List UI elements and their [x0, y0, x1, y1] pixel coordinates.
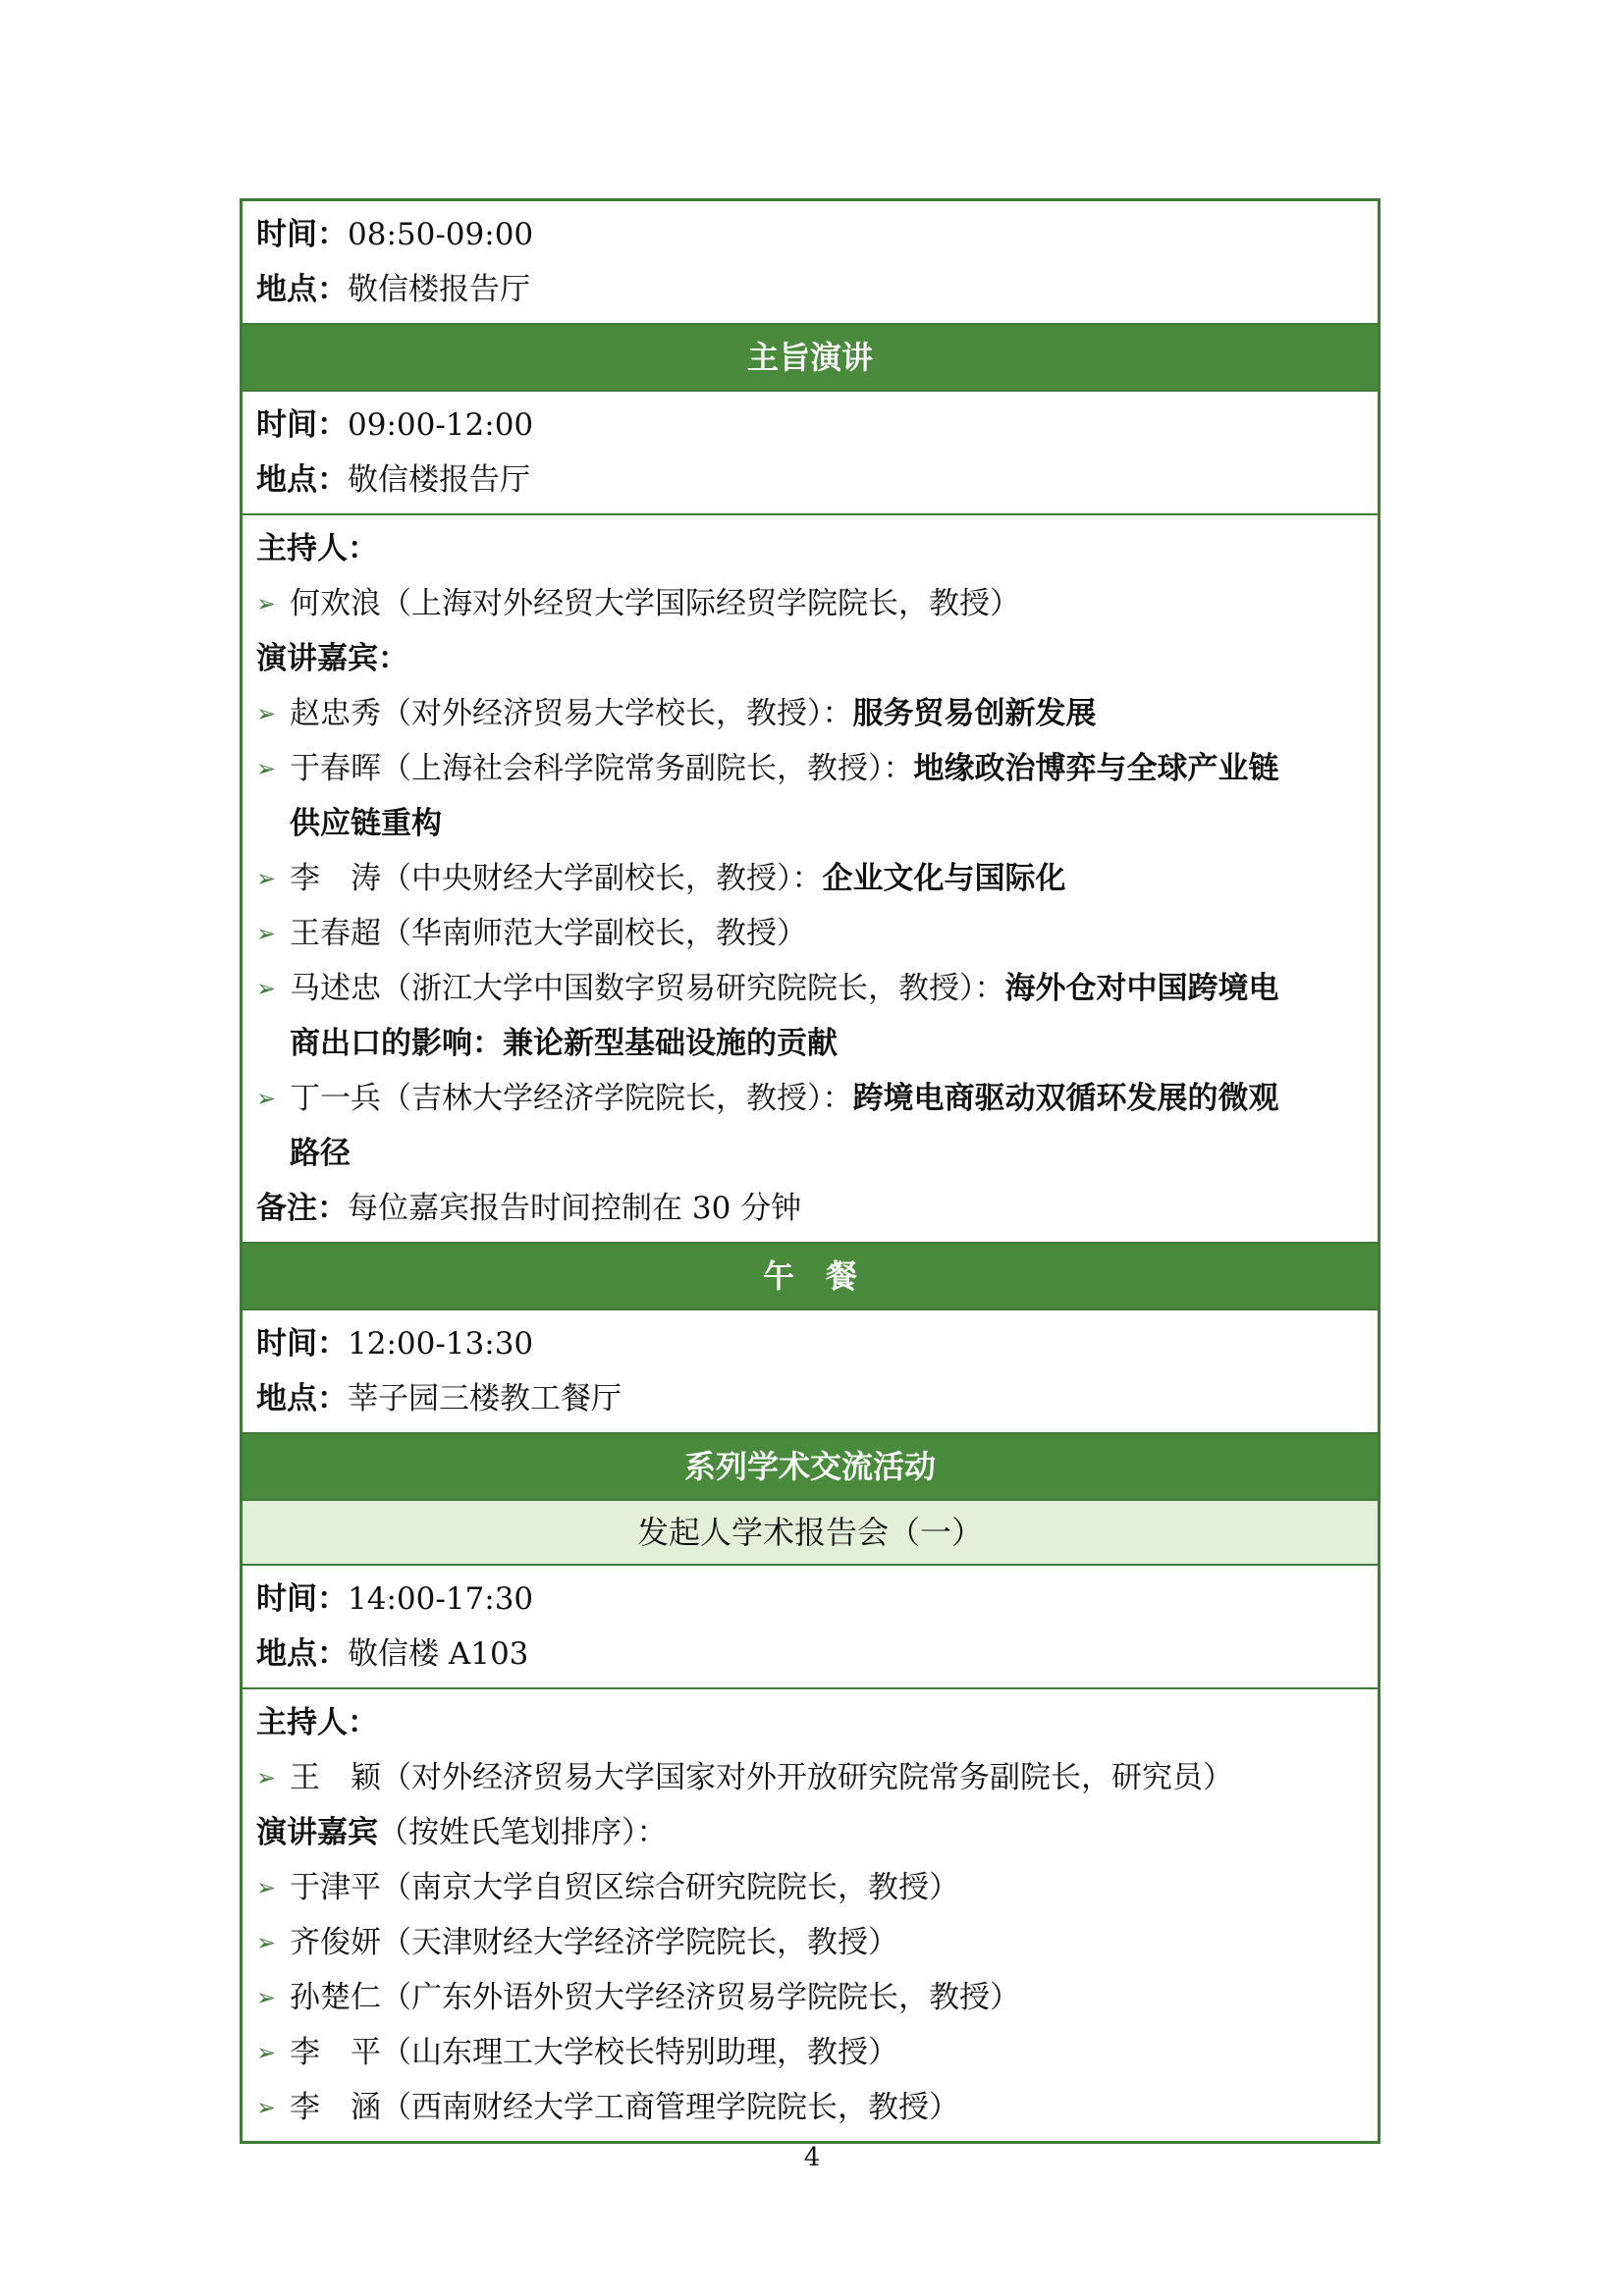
- time-row: [256, 1316, 1364, 1371]
- opening-info: [243, 201, 1378, 323]
- host-item: [256, 1750, 1364, 1805]
- speaker-topic: 海外仓对中国跨境电: [1004, 971, 1279, 1006]
- page-number: 4: [803, 2143, 821, 2172]
- speaker-person: 孙楚仁（广东外语外贸大学经济贸易学院院长，教授）: [290, 1980, 1020, 2015]
- section-header-lunch: 午 餐: [243, 1242, 1378, 1308]
- note-value: 每位嘉宾报告时间控制在 30 分钟: [348, 1191, 802, 1226]
- speaker-topic: 企业文化与国际化: [822, 861, 1066, 896]
- speaker-person: 马述忠（浙江大学中国数字贸易研究院院长，教授）：: [290, 971, 1005, 1006]
- schedule-table: [240, 198, 1380, 2144]
- time-label: 时间：: [256, 1581, 348, 1617]
- academic-info: [243, 1564, 1378, 1687]
- host-name: 王 颖（对外经济贸易大学国家对外开放研究院常务副院长，研究员）: [290, 1760, 1233, 1795]
- speaker-item: [256, 2080, 1364, 2135]
- keynote-info: [243, 390, 1378, 513]
- place-row: [256, 453, 1364, 507]
- speaker-person: 齐俊妍（天津财经大学经济学院院长，教授）: [290, 1925, 898, 1960]
- place-label: 地点：: [256, 1636, 348, 1672]
- arrow-bullet-icon: ➢: [256, 700, 277, 727]
- speaker-item: [256, 961, 1364, 1071]
- lunch-info: [243, 1308, 1378, 1432]
- arrow-bullet-icon: ➢: [256, 2039, 277, 2066]
- speaker-person: 李 涛（中央财经大学副校长，教授）：: [290, 861, 823, 896]
- speakers-order-note: （按姓氏笔划排序）：: [378, 1815, 668, 1850]
- time-label: 时间：: [256, 217, 348, 252]
- place-value: 莘子园三楼教工餐厅: [348, 1381, 622, 1416]
- speaker-item: [256, 1860, 1364, 1915]
- section-header-keynote: 主旨演讲: [243, 323, 1378, 390]
- arrow-bullet-icon: ➢: [256, 2094, 277, 2121]
- speaker-item: [256, 1915, 1364, 1970]
- place-row: [256, 262, 1364, 317]
- speaker-item: [256, 1071, 1364, 1181]
- speaker-item: [256, 686, 1364, 741]
- speaker-person: 李 平（山东理工大学校长特别助理，教授）: [290, 2035, 898, 2070]
- arrow-bullet-icon: ➢: [256, 1874, 277, 1901]
- arrow-bullet-icon: ➢: [256, 975, 277, 1002]
- speakers-row: [256, 1805, 1364, 1860]
- arrow-bullet-icon: ➢: [256, 755, 277, 782]
- speaker-person: 丁一兵（吉林大学经济学院院长，教授）：: [290, 1081, 853, 1116]
- speakers-label: 演讲嘉宾: [256, 1815, 378, 1850]
- academic-program: [243, 1687, 1378, 2141]
- host-item: [256, 576, 1364, 631]
- time-value: 09:00-12:00: [348, 407, 534, 443]
- speaker-person: 于津平（南京大学自贸区综合研究院院长，教授）: [290, 1870, 959, 1905]
- time-value: 14:00-17:30: [348, 1581, 534, 1617]
- time-value: 08:50-09:00: [348, 217, 534, 252]
- speaker-item: [256, 1970, 1364, 2025]
- speaker-person: 于春晖（上海社会科学院常务副院长，教授）：: [290, 751, 914, 786]
- speaker-person: 赵忠秀（对外经济贸易大学校长，教授）：: [290, 696, 853, 731]
- speaker-person: 王春超（华南师范大学副校长，教授）: [290, 916, 807, 951]
- place-label: 地点：: [256, 462, 348, 498]
- speaker-item: [256, 851, 1364, 906]
- place-label: 地点：: [256, 272, 348, 307]
- host-name: 何欢浪（上海对外经贸大学国际经贸学院院长，教授）: [290, 586, 1020, 621]
- speaker-item: [256, 906, 1364, 961]
- note-row: [256, 1181, 1364, 1236]
- place-row: [256, 1371, 1364, 1426]
- time-row: [256, 1572, 1364, 1627]
- speaker-person: 李 涵（西南财经大学工商管理学院院长，教授）: [290, 2090, 959, 2125]
- speaker-topic-cont: 路径: [290, 1136, 351, 1171]
- place-label: 地点：: [256, 1381, 348, 1416]
- place-row: [256, 1627, 1364, 1682]
- arrow-bullet-icon: ➢: [256, 865, 277, 892]
- time-row: [256, 398, 1364, 453]
- host-label: 主持人：: [256, 531, 378, 566]
- section-header-academic: 系列学术交流活动: [243, 1432, 1378, 1499]
- speaker-topic-cont: 供应链重构: [290, 806, 442, 841]
- speaker-item: [256, 741, 1364, 851]
- keynote-program: [243, 513, 1378, 1242]
- arrow-bullet-icon: ➢: [256, 1984, 277, 2011]
- note-label: 备注：: [256, 1191, 348, 1226]
- speaker-item: [256, 2025, 1364, 2080]
- place-value: 敬信楼 A103: [348, 1636, 529, 1672]
- time-value: 12:00-13:30: [348, 1326, 534, 1362]
- arrow-bullet-icon: ➢: [256, 1764, 277, 1791]
- time-label: 时间：: [256, 1326, 348, 1362]
- place-value: 敬信楼报告厅: [348, 462, 530, 498]
- host-label: 主持人：: [256, 1705, 378, 1740]
- sub-header-report: 发起人学术报告会（一）: [243, 1499, 1378, 1564]
- speaker-topic-cont: 商出口的影响：兼论新型基础设施的贡献: [290, 1026, 838, 1061]
- speaker-topic: 服务贸易创新发展: [852, 696, 1097, 731]
- arrow-bullet-icon: ➢: [256, 1085, 277, 1112]
- arrow-bullet-icon: ➢: [256, 590, 277, 617]
- speakers-label: 演讲嘉宾：: [256, 641, 408, 676]
- arrow-bullet-icon: ➢: [256, 1929, 277, 1956]
- speaker-topic: 地缘政治博弈与全球产业链: [913, 751, 1279, 786]
- time-row: [256, 207, 1364, 262]
- place-value: 敬信楼报告厅: [348, 272, 530, 307]
- speaker-topic: 跨境电商驱动双循环发展的微观: [852, 1081, 1279, 1116]
- time-label: 时间：: [256, 407, 348, 443]
- arrow-bullet-icon: ➢: [256, 920, 277, 947]
